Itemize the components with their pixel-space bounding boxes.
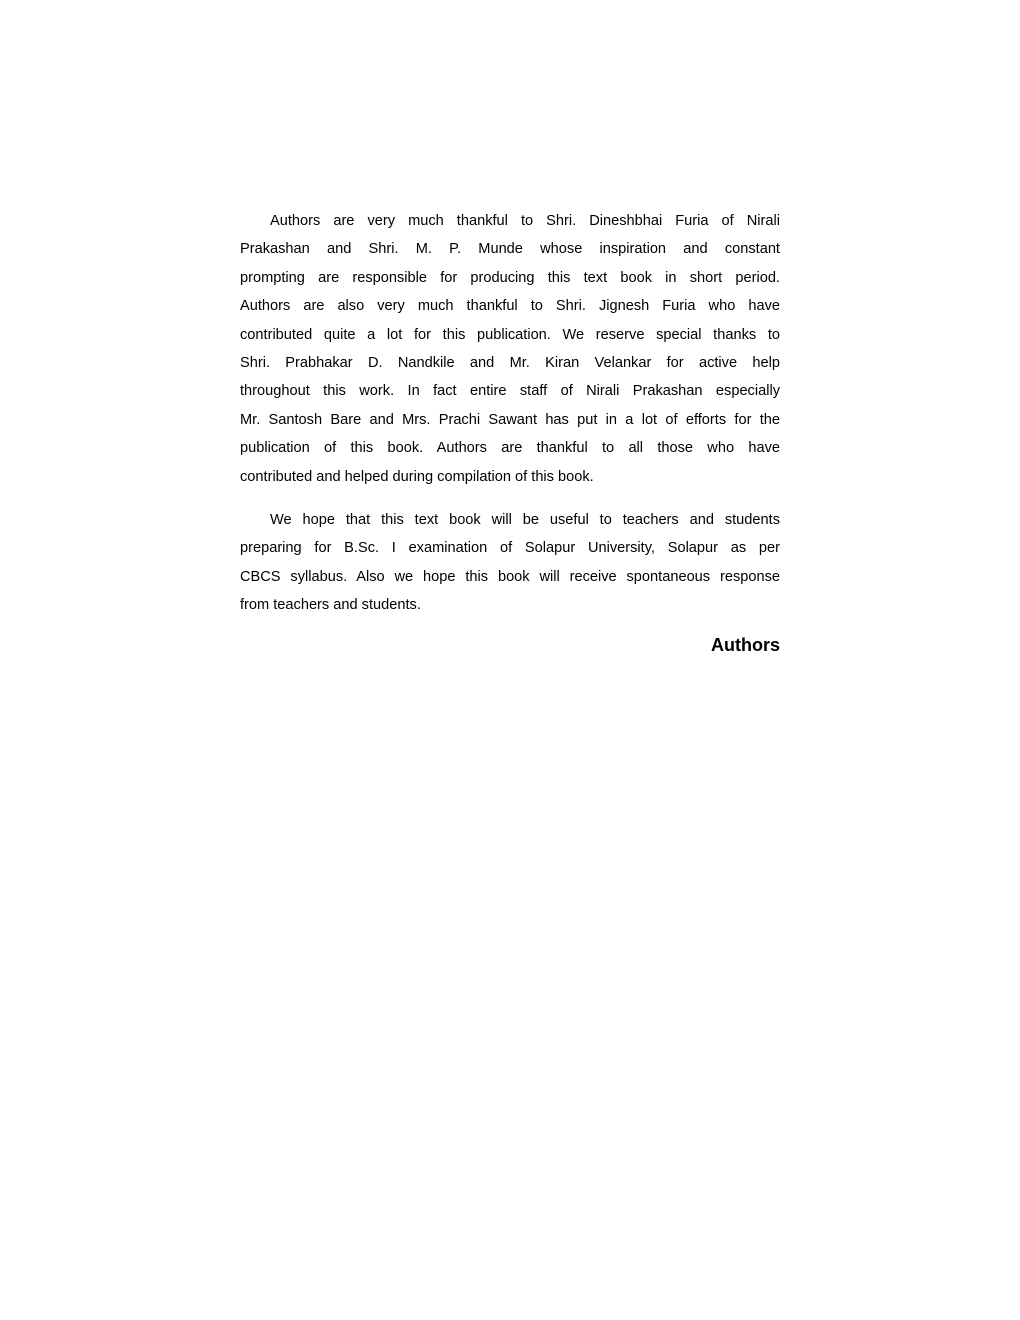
text-line: contributed and helped during compilation of this book.	[240, 468, 594, 485]
text-line: We hope that this text book will be useful to teachers and students	[270, 511, 780, 528]
text-line: Prakashan and Shri. M. P. Munde whose inspiration and constant	[240, 241, 780, 258]
signature-authors: Authors	[711, 635, 780, 656]
paragraph-acknowledgements	[240, 207, 780, 491]
text-line: Authors are very much thankful to Shri. Dineshbhai Furia of Nirali	[270, 213, 780, 229]
text-line: Shri. Prabhakar D. Nandkile and Mr. Kiran Velankar for active help	[240, 354, 780, 371]
text-line: from teachers and students.	[240, 597, 421, 614]
text-line: preparing for B.Sc. I examination of Solapur University, Solapur as per	[240, 540, 780, 557]
text-line: CBCS syllabus. Also we hope this book will receive spontaneous response	[240, 568, 780, 585]
text-line: publication of this book. Authors are thankful to all those who have	[240, 440, 780, 457]
text-line: throughout this work. In fact entire staff of Nirali Prakashan especially	[240, 383, 780, 400]
paragraph-hope	[240, 506, 780, 620]
text-line: prompting are responsible for producing this text book in short period.	[240, 269, 780, 286]
text-line: contributed quite a lot for this publication. We reserve special thanks to	[240, 326, 780, 343]
text-line: Mr. Santosh Bare and Mrs. Prachi Sawant has put in a lot of efforts for the	[240, 411, 780, 428]
preface-page	[240, 207, 780, 656]
text-line: Authors are also very much thankful to Shri. Jignesh Furia who have	[240, 298, 780, 315]
